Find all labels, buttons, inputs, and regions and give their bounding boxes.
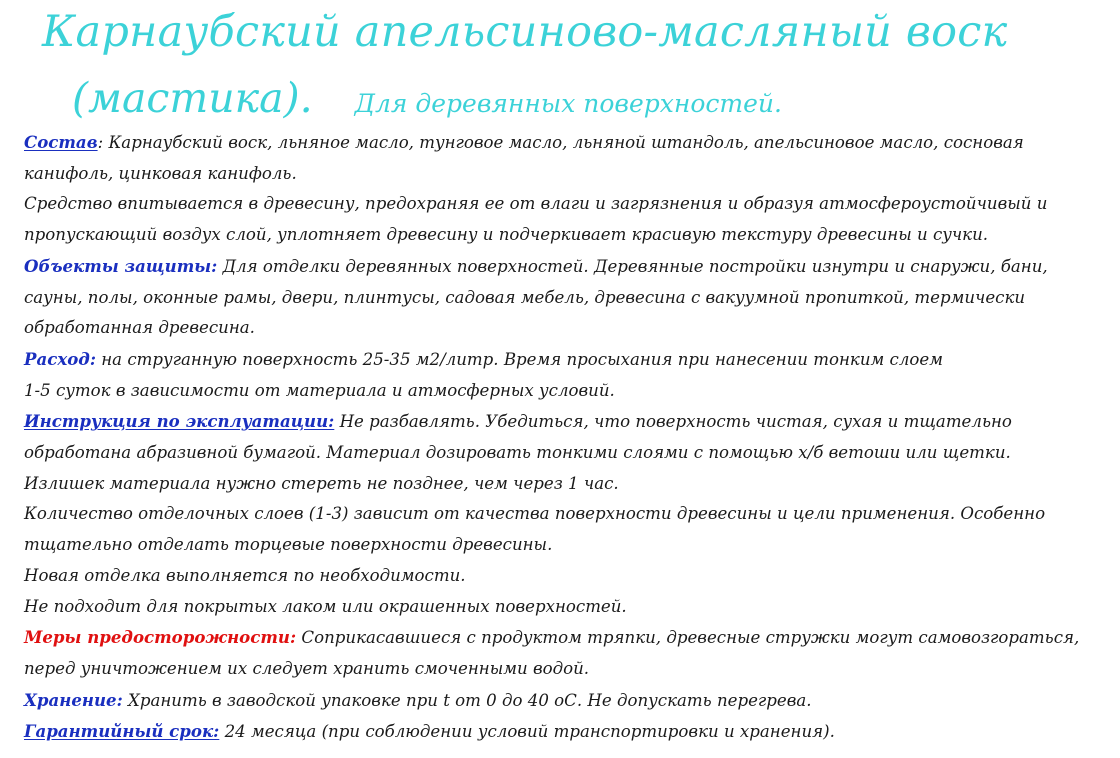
protection-line — [24, 251, 1094, 283]
instructions-line-2: обработана абразивной бумагой. Материал дозировать тонкими слоями с помощью х/б ветоши или щетки. — [24, 443, 1011, 463]
consumption-line — [24, 344, 1094, 376]
precautions-line — [24, 622, 1094, 654]
title-product-type: (мастика). — [72, 74, 313, 122]
instructions-line — [24, 406, 1094, 438]
instructions-line-3: Излишек материала нужно стереть не позднее, чем через 1 час. — [24, 473, 619, 493]
storage-label: Хранение: — [24, 689, 123, 710]
instructions-label: Инструкция по эксплуатации: — [24, 411, 335, 432]
instructions-line-7: Не подходит для покрытых лаком или окрашенных поверхностей. — [24, 596, 627, 616]
composition-line-2: канифоль, цинковая канифоль. — [24, 163, 297, 183]
consumption-line-2: 1-5 суток в зависимости от материала и атмосферных условий. — [24, 380, 615, 400]
protection-label: Объекты защиты: — [24, 255, 218, 276]
warranty-label: Гарантийный срок: — [24, 721, 220, 742]
precautions-line-2: перед уничтожением их следует хранить смоченными водой. — [24, 658, 590, 678]
description-line-1: Средство впитывается в древесину, предохраняя ее от влаги и загрязнения и образуя атмосфероустойчивый и — [24, 194, 1048, 214]
protection-line-2: сауны, полы, оконные рамы, двери, плинтусы, садовая мебель, древесина с вакуумной пропиткой, термически — [24, 287, 1026, 307]
instructions-text: Не разбавлять. Убедиться, что поверхность чистая, сухая и тщательно — [334, 412, 1012, 432]
document-body — [24, 127, 1094, 748]
warranty-line — [24, 716, 1094, 748]
composition-text: Карнаубский воск, льняное масло, тунговое масло, льняной штандоль, апельсиновое масло, сосновая — [103, 133, 1024, 152]
instructions-line-5: тщательно отделать торцевые поверхности древесины. — [24, 535, 553, 555]
instructions-line-4: Количество отделочных слоев (1-3) зависит от качества поверхности древесины и цели применения. Особенно — [24, 504, 1046, 524]
storage-line — [24, 685, 1094, 717]
title-line-2 — [72, 70, 782, 132]
warranty-text: 24 месяца (при соблюдении условий транспортировки и хранения). — [219, 722, 835, 742]
composition-line — [24, 127, 1094, 159]
protection-text: Для отделки деревянных поверхностей. Деревянные постройки изнутри и снаружи, бани, — [217, 256, 1048, 276]
composition-separator: : — [97, 133, 104, 152]
description-line-2: пропускающий воздух слой, уплотняет древесину и подчеркивает красивую текстуру древесины и сучки. — [24, 225, 989, 245]
consumption-label: Расход: — [24, 348, 96, 369]
consumption-text: на струганную поверхность 25-35 м2/литр. Время просыхания при нанесении тонким слоем — [95, 349, 943, 369]
precautions-text: Соприкасавшиеся с продуктом тряпки, древесные стружки могут самовозгораться, — [296, 628, 1080, 648]
precautions-label: Меры предосторожности: — [24, 627, 297, 648]
instructions-line-6: Новая отделка выполняется по необходимости. — [24, 565, 466, 585]
composition-label: Состав — [24, 132, 98, 152]
title-line-1: Карнаубский апельсиново-масляный воск — [42, 7, 1008, 57]
storage-text: Хранить в заводской упаковке при t от 0 до 40 оС. Не допускать перегрева. — [122, 690, 812, 710]
protection-line-3: обработанная древесина. — [24, 318, 255, 338]
title-subtitle: Для деревянных поверхностей. — [354, 89, 782, 118]
